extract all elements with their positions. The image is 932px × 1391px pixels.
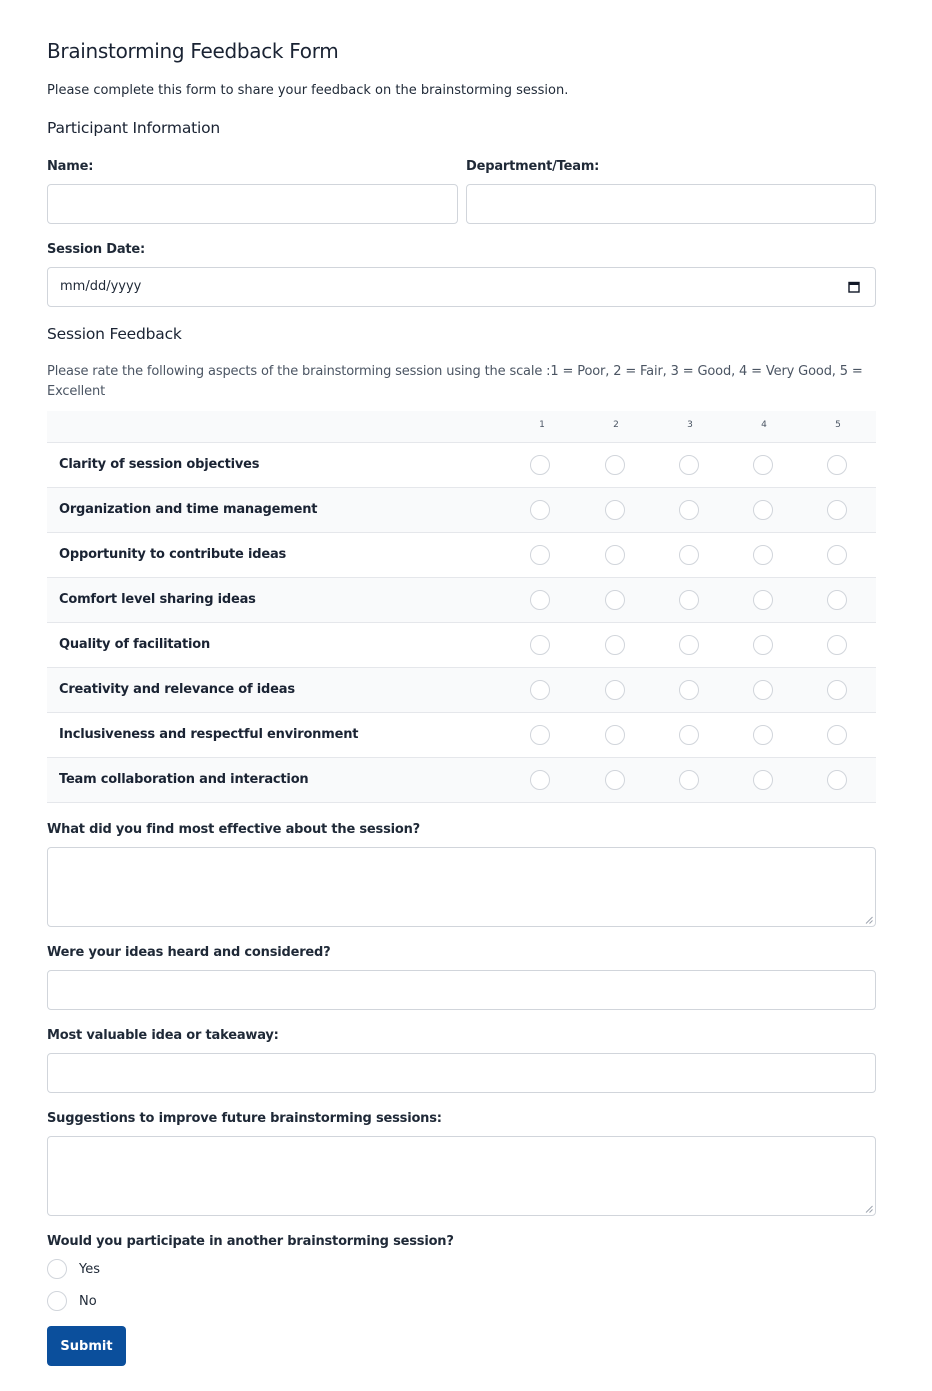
rating-row-label: Creativity and relevance of ideas — [59, 682, 295, 697]
rating-radio-4[interactable] — [753, 635, 773, 655]
rating-radio-2[interactable] — [605, 590, 625, 610]
session-date-placeholder: mm/dd/yyyy — [60, 279, 142, 294]
ideas-heard-label: Were your ideas heard and considered? — [47, 945, 331, 960]
rating-radio-5[interactable] — [827, 770, 847, 790]
rating-radio-1[interactable] — [530, 455, 550, 475]
scale-header-4: 4 — [761, 420, 767, 430]
scale-header-1: 1 — [539, 420, 545, 430]
scale-header-5: 5 — [835, 420, 841, 430]
rating-radio-1[interactable] — [530, 590, 550, 610]
suggestions-label: Suggestions to improve future brainstorming sessions: — [47, 1111, 442, 1126]
rating-radio-3[interactable] — [679, 545, 699, 565]
participate-label: Would you participate in another brainstorming session? — [47, 1234, 454, 1249]
rating-radio-4[interactable] — [753, 770, 773, 790]
rating-radio-2[interactable] — [605, 725, 625, 745]
participate-no-radio[interactable] — [47, 1291, 67, 1311]
rating-radio-1[interactable] — [530, 545, 550, 565]
takeaway-label: Most valuable idea or takeaway: — [47, 1028, 279, 1043]
calendar-icon[interactable] — [848, 281, 860, 293]
department-label: Department/Team: — [466, 159, 600, 174]
rating-row-organization — [47, 488, 876, 533]
rating-row-facilitation — [47, 623, 876, 668]
rating-table — [47, 411, 876, 803]
rating-radio-1[interactable] — [530, 770, 550, 790]
rating-radio-1[interactable] — [530, 680, 550, 700]
session-date-input[interactable] — [47, 267, 876, 307]
participate-yes-radio[interactable] — [47, 1259, 67, 1279]
ideas-heard-input[interactable] — [47, 970, 876, 1010]
takeaway-input[interactable] — [47, 1053, 876, 1093]
rating-radio-3[interactable] — [679, 590, 699, 610]
rating-radio-5[interactable] — [827, 545, 847, 565]
scale-header-3: 3 — [687, 420, 693, 430]
rating-radio-2[interactable] — [605, 455, 625, 475]
rating-radio-3[interactable] — [679, 770, 699, 790]
rating-radio-1[interactable] — [530, 635, 550, 655]
rating-row-clarity — [47, 443, 876, 488]
participate-yes-label[interactable]: Yes — [79, 1262, 100, 1277]
rating-radio-2[interactable] — [605, 635, 625, 655]
rating-row-label: Team collaboration and interaction — [59, 772, 309, 787]
rating-radio-4[interactable] — [753, 455, 773, 475]
rating-row-label: Inclusiveness and respectful environment — [59, 727, 359, 742]
participate-no-label[interactable]: No — [79, 1294, 97, 1309]
rating-instructions: Please rate the following aspects of the brainstorming session using the scale :1 = Poor, 2 = Fair, 3 = Good, 4 = Very Good, 5 = Excellent — [47, 364, 863, 399]
rating-radio-4[interactable] — [753, 680, 773, 700]
suggestions-textarea[interactable] — [47, 1136, 876, 1216]
rating-radio-5[interactable] — [827, 725, 847, 745]
session-date-label: Session Date: — [47, 242, 146, 257]
form-intro: Please complete this form to share your feedback on the brainstorming session. — [47, 83, 569, 98]
rating-row-creativity — [47, 668, 876, 713]
rating-row-opportunity — [47, 533, 876, 578]
participant-info-heading: Participant Information — [47, 119, 221, 137]
effective-textarea[interactable] — [47, 847, 876, 927]
rating-radio-4[interactable] — [753, 725, 773, 745]
rating-radio-2[interactable] — [605, 500, 625, 520]
rating-radio-5[interactable] — [827, 455, 847, 475]
rating-radio-2[interactable] — [605, 545, 625, 565]
rating-table-header — [47, 411, 876, 443]
rating-row-collaboration — [47, 758, 876, 803]
rating-row-label: Organization and time management — [59, 502, 318, 517]
submit-button[interactable]: Submit — [47, 1326, 126, 1366]
resize-handle-icon[interactable] — [865, 1205, 873, 1213]
rating-row-inclusiveness — [47, 713, 876, 758]
effective-label: What did you find most effective about the session? — [47, 822, 421, 837]
rating-radio-3[interactable] — [679, 455, 699, 475]
rating-row-comfort — [47, 578, 876, 623]
rating-radio-3[interactable] — [679, 680, 699, 700]
name-label: Name: — [47, 159, 94, 174]
rating-row-label: Clarity of session objectives — [59, 457, 260, 472]
rating-radio-3[interactable] — [679, 500, 699, 520]
rating-radio-3[interactable] — [679, 635, 699, 655]
rating-row-label: Opportunity to contribute ideas — [59, 547, 287, 562]
rating-row-label: Comfort level sharing ideas — [59, 592, 256, 607]
rating-radio-1[interactable] — [530, 500, 550, 520]
rating-radio-5[interactable] — [827, 500, 847, 520]
rating-row-label: Quality of facilitation — [59, 637, 211, 652]
session-feedback-heading: Session Feedback — [47, 325, 182, 343]
rating-radio-2[interactable] — [605, 680, 625, 700]
rating-radio-3[interactable] — [679, 725, 699, 745]
scale-header-2: 2 — [613, 420, 619, 430]
rating-radio-4[interactable] — [753, 545, 773, 565]
rating-radio-5[interactable] — [827, 590, 847, 610]
department-input[interactable] — [466, 184, 876, 224]
resize-handle-icon[interactable] — [865, 916, 873, 924]
name-input[interactable] — [47, 184, 458, 224]
rating-radio-1[interactable] — [530, 725, 550, 745]
page-title: Brainstorming Feedback Form — [47, 39, 339, 63]
rating-radio-4[interactable] — [753, 500, 773, 520]
rating-radio-2[interactable] — [605, 770, 625, 790]
rating-radio-4[interactable] — [753, 590, 773, 610]
rating-radio-5[interactable] — [827, 680, 847, 700]
rating-radio-5[interactable] — [827, 635, 847, 655]
